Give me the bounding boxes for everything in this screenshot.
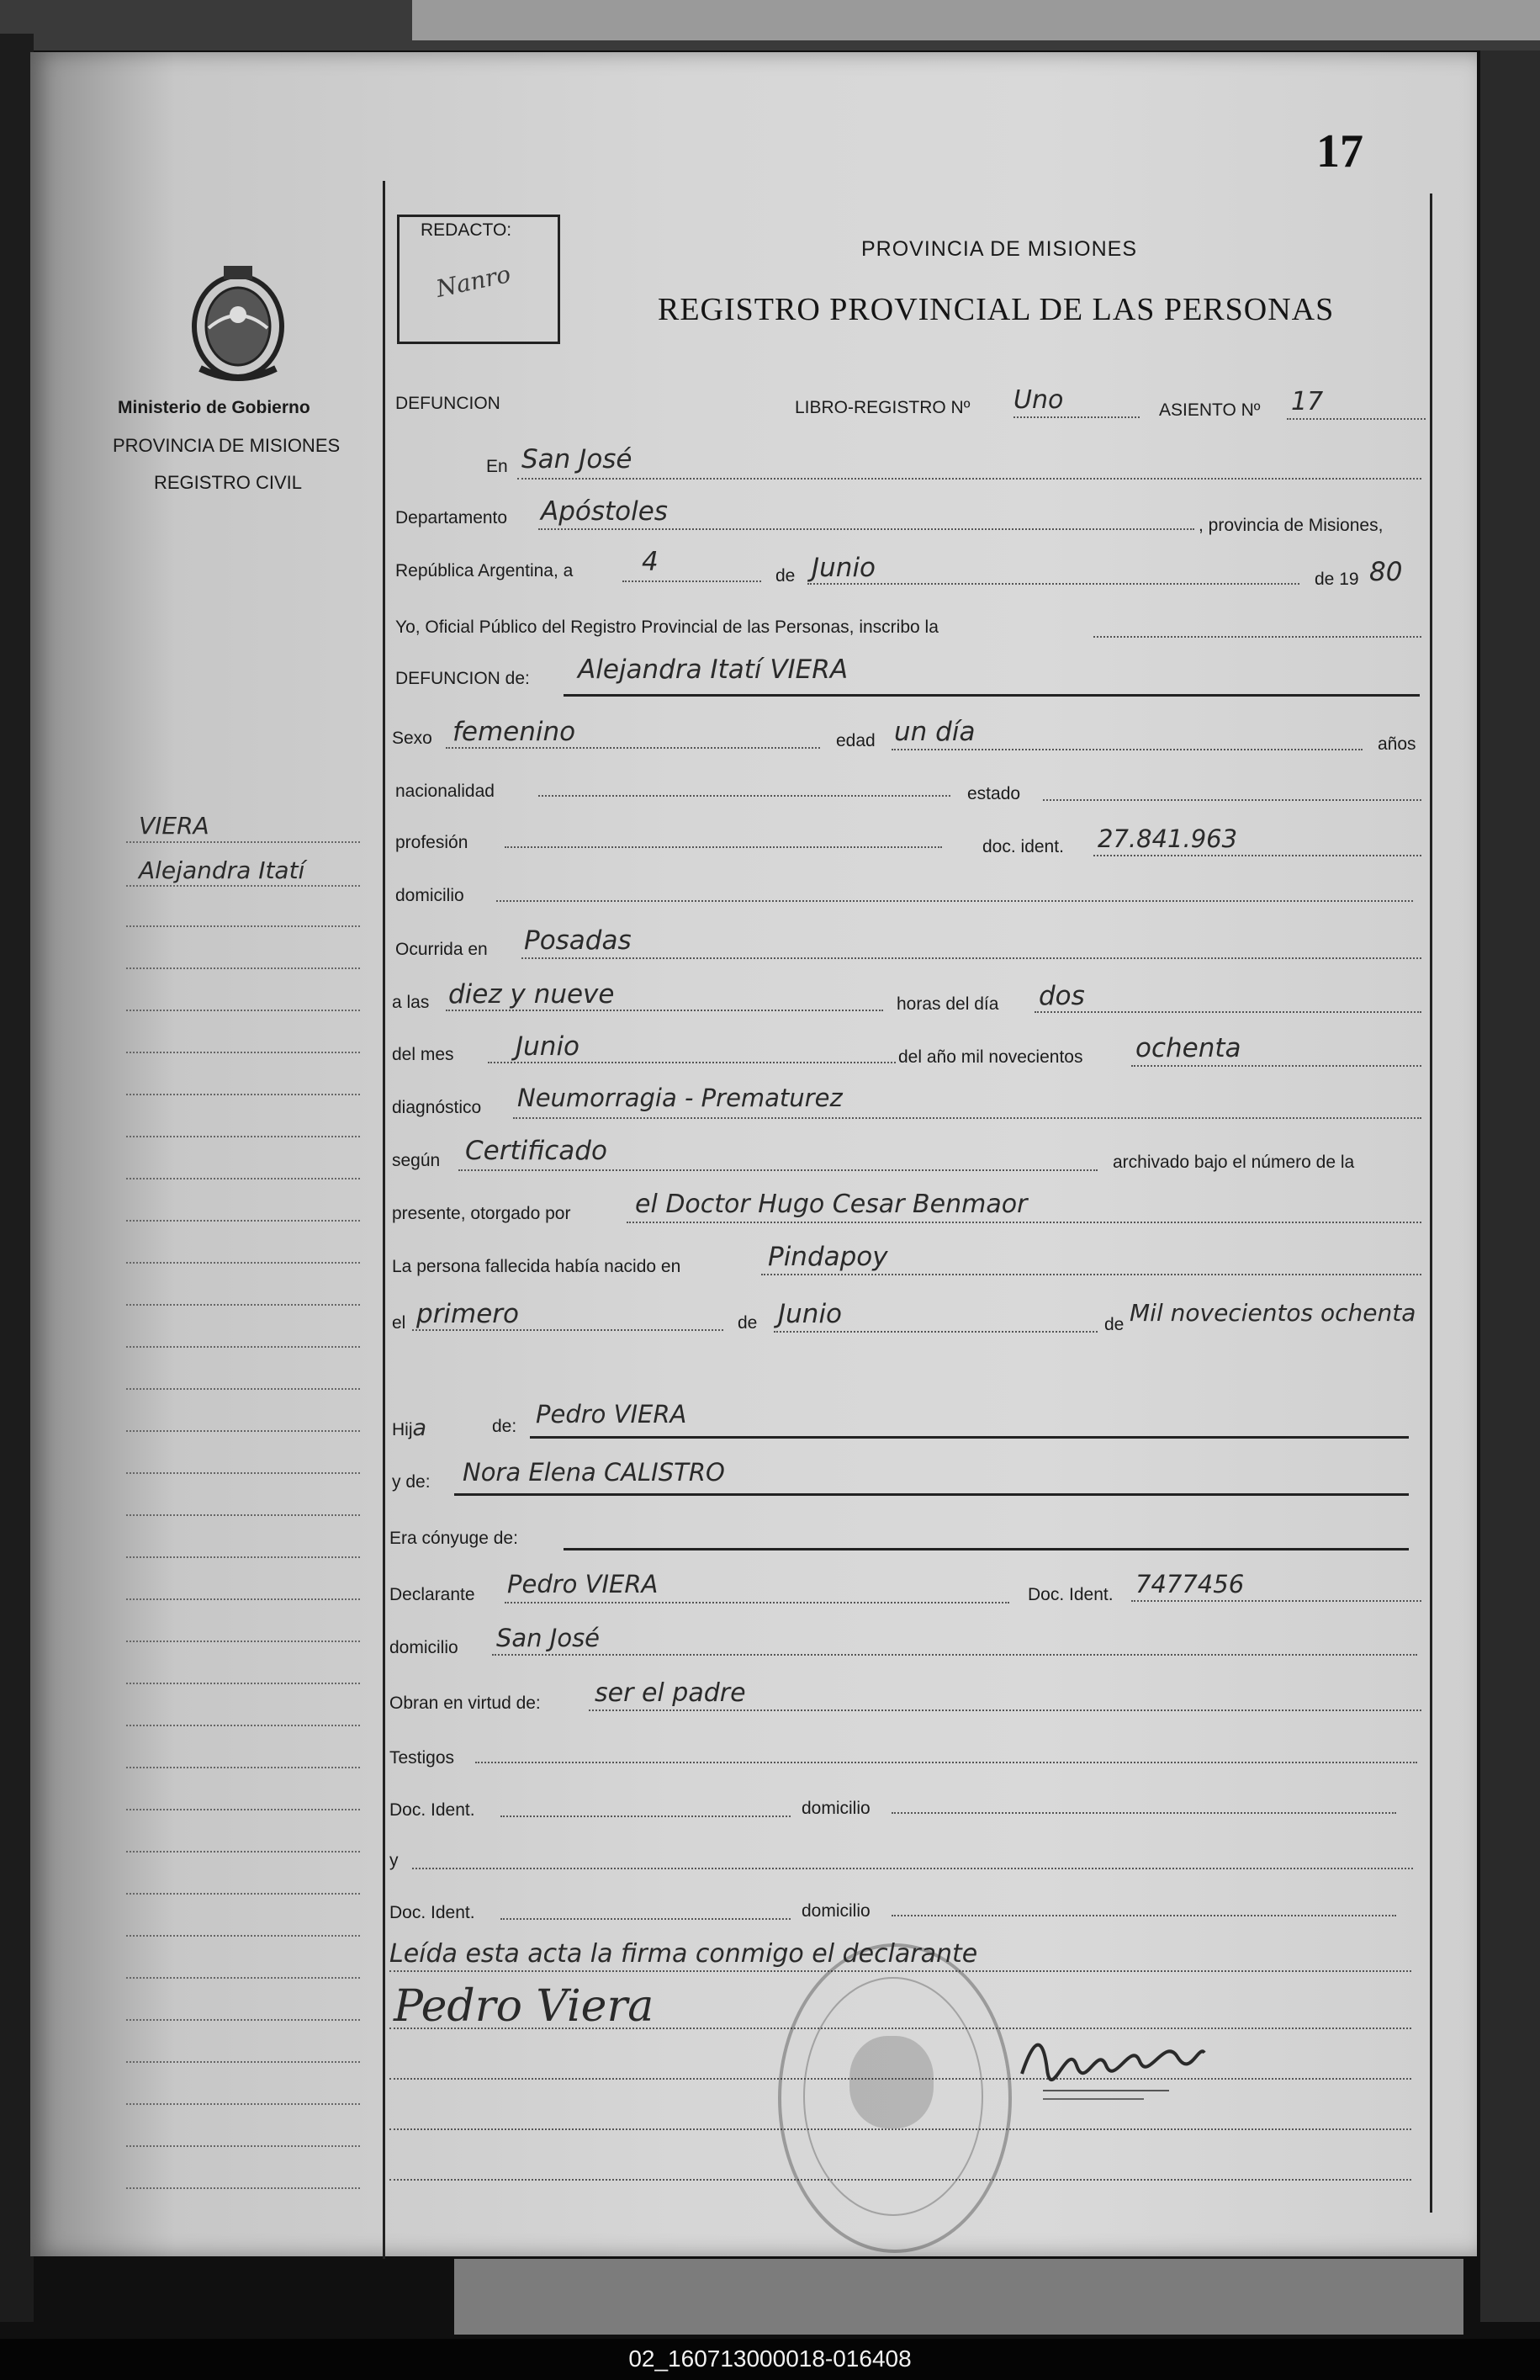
delmes-dotline (488, 1062, 896, 1063)
oficial-text: Yo, Oficial Público del Registro Provincial de las Personas, inscribo la (395, 618, 939, 637)
en-value: San José (521, 444, 632, 474)
nacido-label: La persona fallecida había nacido en (392, 1257, 681, 1276)
month-de-label: de (775, 566, 796, 586)
y-dotline (412, 1868, 1413, 1869)
ocurrida-dotline (521, 957, 1421, 959)
margin-line (126, 2187, 360, 2189)
doc-ident-value: 27.841.963 (1098, 824, 1238, 853)
coat-of-arms-icon (183, 261, 293, 387)
margin-line (126, 967, 360, 969)
profesion-label: profesión (395, 833, 468, 852)
background-left (0, 34, 34, 2322)
record-type-label: DEFUNCION (395, 394, 500, 413)
day-dotline (622, 580, 761, 582)
margin-line (126, 1767, 360, 1768)
delano-dotline (1131, 1065, 1421, 1067)
margin-line (126, 1010, 360, 1011)
departamento-dotline (538, 528, 1194, 530)
de2-value: Junio (778, 1299, 843, 1329)
official-stamp-text (1043, 2086, 1169, 2100)
departamento-value: Apóstoles (541, 496, 668, 527)
edad-value: un día (894, 717, 976, 747)
background-previous-page (412, 0, 1540, 40)
ocurrida-value: Posadas (524, 925, 632, 956)
horas-dotline (1035, 1011, 1421, 1013)
ocurrida-label: Ocurrida en (395, 940, 488, 959)
yde-label: y de: (392, 1472, 431, 1492)
testigo1-dom-label: domicilio (802, 1799, 871, 1818)
background-right (1480, 50, 1540, 2322)
margin-surname: VIERA (139, 812, 209, 840)
de2-dotline (774, 1331, 1098, 1333)
nacido-value: Pindapoy (768, 1242, 888, 1272)
margin-line (126, 2103, 360, 2105)
departamento-label: Departamento (395, 508, 508, 527)
archivado-label: archivado bajo el número de la (1113, 1153, 1355, 1172)
margin-line (126, 1430, 360, 1432)
republica-label: República Argentina, a (395, 561, 574, 580)
segun-label: según (392, 1151, 441, 1170)
day-value: 4 (642, 547, 659, 577)
deceased-rule (564, 694, 1420, 697)
margin-line (126, 1598, 360, 1600)
el-dotline (412, 1329, 723, 1331)
delano-label: del año mil novecientos (898, 1047, 1083, 1067)
el-label: el (392, 1313, 406, 1333)
nacido-dotline (761, 1274, 1421, 1275)
margin-line (126, 1304, 360, 1306)
margin-line (126, 1809, 360, 1810)
hija-label (392, 1415, 426, 1441)
delmes-label: del mes (392, 1045, 454, 1064)
month-dotline (807, 583, 1299, 585)
margin-line (126, 1052, 360, 1053)
estado-label: estado (967, 784, 1021, 803)
margin-line (126, 1472, 360, 1474)
conyuge-label: Era cónyuge de: (389, 1529, 518, 1548)
de3-value: Mil novecientos ochenta (1130, 1299, 1416, 1327)
libro-label: LIBRO-REGISTRO Nº (795, 398, 971, 417)
hija-de-label: de: (492, 1417, 517, 1436)
obran-label: Obran en virtud de: (389, 1694, 541, 1713)
testigo2-dom-dotline (892, 1915, 1396, 1916)
year-value: 80 (1369, 557, 1403, 587)
margin-given-names: Alejandra Itatí (139, 856, 305, 884)
asiento-label: ASIENTO Nº (1159, 400, 1261, 420)
margin-line (126, 2019, 360, 2021)
month-value: Junio (812, 553, 876, 583)
margin-line (126, 1346, 360, 1348)
alas-value: diez y nueve (448, 979, 615, 1010)
de3-label: de (1104, 1315, 1125, 1334)
segun-dotline (458, 1169, 1098, 1171)
stamp-seal-icon (849, 2036, 934, 2128)
margin-line (126, 1178, 360, 1179)
diagnostico-value: Neumorragia - Prematurez (517, 1084, 843, 1112)
left-province: PROVINCIA DE MISIONES (113, 435, 341, 456)
testigo1-doc-dotline (500, 1815, 791, 1817)
nacionalidad-dotline (538, 795, 950, 797)
margin-line (126, 1725, 360, 1726)
header-registry: REGISTRO PROVINCIAL DE LAS PERSONAS (658, 292, 1335, 327)
margin-line (126, 1683, 360, 1684)
margin-line (126, 2145, 360, 2147)
margin-line (126, 1556, 360, 1558)
presente-dotline (627, 1222, 1421, 1223)
margin-line (126, 1514, 360, 1516)
edad-label: edad (836, 731, 876, 750)
margin-line (126, 1220, 360, 1222)
hija-suffix: a (412, 1415, 427, 1441)
alas-label: a las (392, 993, 430, 1012)
y-label: y (389, 1851, 399, 1870)
oficial-dotline (1093, 636, 1421, 638)
declarante-label: Declarante (389, 1585, 475, 1604)
libro-dotline (1013, 416, 1140, 418)
presente-label: presente, otorgado por (392, 1204, 571, 1223)
padre-value: Pedro VIERA (536, 1400, 687, 1429)
decl-doc-label: Doc. Ident. (1028, 1585, 1114, 1604)
domicilio-dotline (496, 900, 1413, 902)
asiento-dotline (1287, 418, 1426, 420)
asiento-value: 17 (1291, 387, 1324, 416)
background-page-edge (454, 2259, 1463, 2335)
redacto-label: REDACTO: (421, 220, 512, 240)
estado-dotline (1043, 799, 1421, 801)
decl-doc-dotline (1131, 1600, 1421, 1602)
decl-doc-value: 7477456 (1135, 1570, 1245, 1598)
libro-value: Uno (1013, 385, 1064, 415)
declarante-signature: Pedro Viera (394, 1981, 654, 2032)
decl-domicilio-label: domicilio (389, 1638, 458, 1657)
presente-value: el Doctor Hugo Cesar Benmaor (635, 1190, 1028, 1219)
testigo2-dom-label: domicilio (802, 1901, 871, 1921)
diagnostico-dotline (513, 1117, 1421, 1119)
domicilio-label: domicilio (395, 886, 464, 905)
profesion-dotline (505, 846, 942, 848)
en-label: En (486, 457, 508, 476)
margin-line (126, 1893, 360, 1895)
sexo-label: Sexo (392, 729, 432, 748)
delmes-value: Junio (516, 1031, 580, 1062)
right-border (1430, 193, 1432, 2213)
de2-label: de (738, 1313, 758, 1333)
decl-domicilio-dotline (492, 1654, 1417, 1656)
doc-ident-label: doc. ident. (982, 837, 1064, 856)
madre-rule (454, 1493, 1409, 1496)
nacionalidad-label: nacionalidad (395, 782, 495, 801)
alas-dotline (446, 1010, 883, 1011)
margin-line (126, 1136, 360, 1137)
margin-line (126, 925, 360, 927)
margin-line (126, 1388, 360, 1390)
margin-line (126, 2061, 360, 2063)
segun-value: Certificado (465, 1136, 607, 1166)
left-ministry: Ministerio de Gobierno (118, 398, 310, 417)
el-value: primero (416, 1299, 520, 1329)
hija-label-text: Hij (392, 1420, 413, 1439)
margin-line (126, 1977, 360, 1979)
obran-value: ser el padre (595, 1678, 746, 1708)
testigo2-doc-dotline (500, 1918, 791, 1920)
provincia-text: , provincia de Misiones, (1199, 516, 1384, 535)
deceased-name: Alejandra Itatí VIERA (578, 655, 849, 685)
margin-line (126, 1262, 360, 1264)
declarante-value: Pedro VIERA (507, 1570, 659, 1598)
year-prefix: de 19 (1315, 570, 1359, 589)
testigo2-doc-label: Doc. Ident. (389, 1903, 475, 1922)
conyuge-rule (564, 1548, 1409, 1550)
diagnostico-label: diagnóstico (392, 1098, 482, 1117)
testigos-dotline (475, 1762, 1417, 1763)
margin-line (126, 1851, 360, 1853)
testigos-label: Testigos (389, 1748, 455, 1768)
horas-label: horas del día (897, 994, 999, 1014)
defuncion-de-label: DEFUNCION de: (395, 669, 530, 688)
testigo1-dom-dotline (892, 1812, 1396, 1814)
margin-line (126, 1641, 360, 1642)
madre-value: Nora Elena CALISTRO (463, 1458, 725, 1487)
official-signature-icon (1018, 2028, 1211, 2086)
delano-value: ochenta (1135, 1033, 1241, 1063)
testigo1-doc-label: Doc. Ident. (389, 1800, 475, 1820)
margin-line (126, 841, 360, 843)
sexo-dotline (446, 747, 820, 749)
left-registry: REGISTRO CIVIL (154, 472, 303, 493)
edad-dotline (892, 749, 1363, 750)
redacto-signature: Nanro (433, 260, 513, 303)
margin-divider (383, 181, 385, 2259)
obran-dotline (589, 1709, 1421, 1711)
margin-line (126, 885, 360, 887)
header-province: PROVINCIA DE MISIONES (861, 237, 1138, 261)
page-number: 17 (1316, 125, 1363, 178)
file-code: 02_160713000018-016408 (628, 2346, 912, 2372)
en-dotline (517, 478, 1421, 480)
declarante-dotline (505, 1602, 1009, 1603)
horas-value: dos (1039, 981, 1085, 1011)
anos-label: años (1378, 734, 1416, 754)
doc-ident-dotline (1093, 855, 1421, 856)
decl-domicilio-value: San José (496, 1624, 601, 1652)
padre-rule (530, 1436, 1409, 1439)
closing-note: Leída esta acta la firma conmigo el declarante (389, 1939, 978, 1969)
margin-line (126, 1935, 360, 1937)
margin-line (126, 1094, 360, 1095)
sexo-value: femenino (452, 717, 576, 747)
